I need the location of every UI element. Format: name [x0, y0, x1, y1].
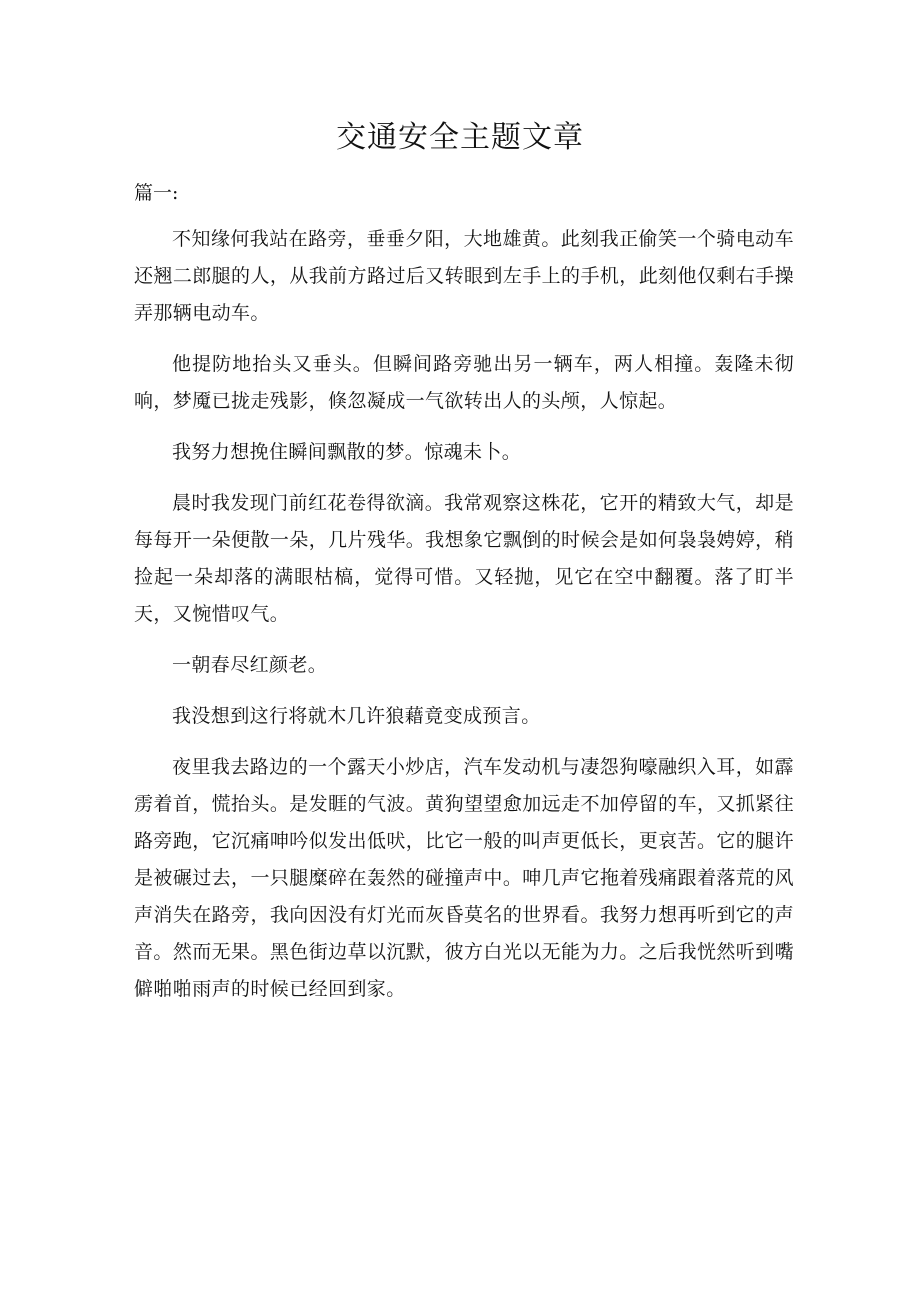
paragraph-6: 我没想到这行将就木几许狼藉竟变成预言。	[172, 705, 541, 727]
section-label: 篇一:	[134, 182, 179, 204]
document-body	[134, 221, 794, 1022]
paragraph-1: 不知缘何我站在路旁，垂垂夕阳，大地雄黄。此刻我正偷笑一个骑电动车还翘二郎腿的人，从我前方路过后又转眼到左手上的手机，此刻他仅剩右手操弄那辆电动车。	[134, 228, 794, 324]
document-title: 交通安全主题文章	[336, 120, 584, 155]
paragraph-3: 我努力想挽住瞬间飘散的梦。惊魂未卜。	[172, 441, 522, 463]
paragraph-4: 晨时我发现门前红花卷得欲滴。我常观察这株花，它开的精致大气，却是每每开一朵便散一朵，几片残华。我想象它飘倒的时候会是如何袅袅娉婷，稍捡起一朵却落的满眼枯槁，觉得可惜。又轻抛，见它在空中翻覆。落了盯半天，又惋惜叹气。	[134, 492, 794, 625]
paragraph-5: 一朝春尽红颜老。	[172, 654, 328, 676]
paragraph-7: 夜里我去路边的一个露天小炒店，汽车发动机与凄怨狗嚎融织入耳，如霹雳着首，慌抬头。是发睚的气波。黄狗望望愈加远走不加停留的车，又抓紧往路旁跑，它沉痛呻吟似发出低吠，比它一般的叫声更低长，更哀苦。它的腿许是被碾过去，一只腿糜碎在轰然的碰撞声中。呻几声它拖着残痛跟着落荒的风声消失在路旁，我向因没有灯光而灰昏莫名的世界看。我努力想再听到它的声音。然而无果。黑色街边草以沉默，彼方白光以无能为力。之后我恍然听到嘴僻啪啪雨声的时候已经回到家。	[134, 756, 794, 1000]
paragraph-2: 他提防地抬头又垂头。但瞬间路旁驰出另一辆车，两人相撞。轰隆未彻响，梦魇已拢走残影，倏忽凝成一气欲转出人的头颅，人惊起。	[134, 353, 794, 412]
